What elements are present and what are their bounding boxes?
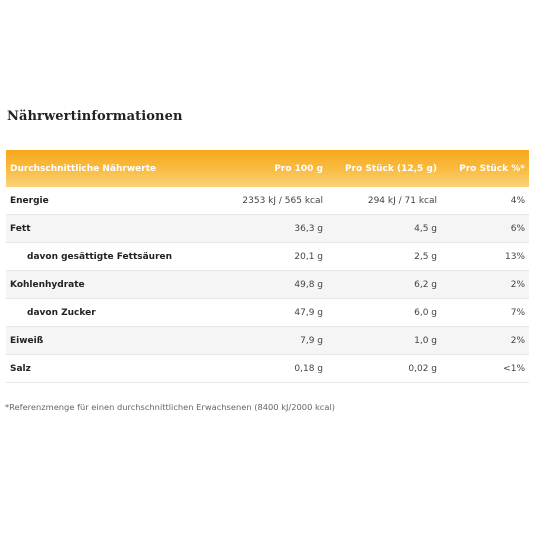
header-nutrient: Durchschnittliche Nährwerte [10,163,157,174]
value-per-100g: 49,8 g [294,279,323,290]
value-per-piece: 1,0 g [414,335,437,346]
value-percent: <1% [503,363,525,374]
value-per-piece: 4,5 g [414,223,437,234]
value-per-100g: 36,3 g [294,223,323,234]
value-percent: 6% [510,223,525,234]
nutrient-label: Salz [10,363,31,374]
table-row-energie [6,187,529,215]
nutrient-label: Fett [10,223,31,234]
nutrient-label: davon gesättigte Fettsäuren [27,251,173,262]
value-per-100g: 20,1 g [294,251,323,262]
value-percent: 2% [510,279,525,290]
value-per-100g: 2353 kJ / 565 kcal [242,195,323,206]
footnote: *Referenzmenge für einen durchschnittlichen Erwachsenen (8400 kJ/2000 kcal) [5,402,335,412]
nutrient-label: Eiweiß [10,335,44,346]
page-title: Nährwertinformationen [7,109,183,124]
value-per-piece: 0,02 g [408,363,437,374]
table-row-fett [6,215,529,243]
header-per-piece: Pro Stück (12,5 g) [344,163,437,174]
table-row-sugar [6,299,529,327]
nutrient-label: Energie [10,195,49,206]
value-percent: 2% [510,335,525,346]
header-percent: Pro Stück %* [459,163,525,174]
nutrient-label: Kohlenhydrate [10,279,85,290]
value-per-100g: 47,9 g [294,307,323,318]
header-per-100g: Pro 100 g [274,163,323,174]
table-row-salt [6,355,529,383]
value-per-100g: 0,18 g [294,363,323,374]
value-percent: 4% [510,195,525,206]
table-header-row [6,150,529,187]
value-per-piece: 6,2 g [414,279,437,290]
table-row-saturated-fat [6,243,529,271]
table-row-protein [6,327,529,355]
nutrient-label: davon Zucker [27,307,96,318]
value-per-100g: 7,9 g [300,335,323,346]
value-percent: 7% [510,307,525,318]
value-per-piece: 2,5 g [414,251,437,262]
value-per-piece: 294 kJ / 71 kcal [367,195,437,206]
value-percent: 13% [504,251,525,262]
value-per-piece: 6,0 g [414,307,437,318]
nutrition-table [6,150,529,383]
table-row-carbohydrates [6,271,529,299]
